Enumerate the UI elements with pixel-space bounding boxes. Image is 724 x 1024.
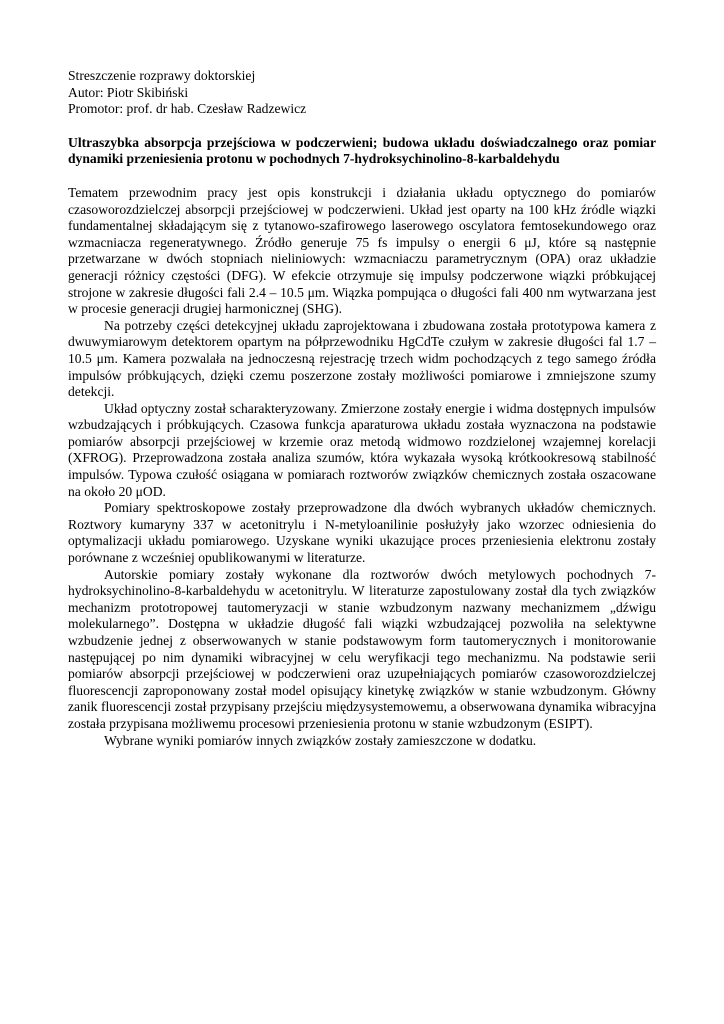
paragraph-detection: Na potrzeby części detekcyjnej układu zaprojektowana i zbudowana została prototypowa kamera z dwuwymiarowym detektorem opartym na półprzewodniku HgCdTe czułym w zakresie długości fal 1.7 – 10.5 μm. Kamera pozwalała na jednoczesną rejestrację trzech widm pochodzących z tego samego źródła impulsów próbkujących, dzięki czemu poszerzone zostały możliwości pomiarowe i zmniejszone szumy detekcji.: [68, 317, 656, 400]
paragraph-characterization: Układ optyczny został scharakteryzowany. Zmierzone zostały energie i widma dostępnych impulsów wzbudzających i próbkujących. Czasowa funkcja aparaturowa układu została wyznaczona na podstawie pomiarów absorpcji przejściowej w krzemie oraz metodą widmowo rozdzielonej wzajemnej korelacji (XFROG). Przeprowadzona została analiza szumów, która wykazała wysoką krótkookresową stabilność impulsów. Typowa czułość osiągana w pomiarach roztworów związków chemicznych została oszacowane na około 20 μOD.: [68, 400, 656, 499]
document-type-line: Streszczenie rozprawy doktorskiej: [68, 68, 256, 83]
paragraph-author-measurements: Autorskie pomiary zostały wykonane dla roztworów dwóch metylowych pochodnych 7-hydroksychinolino-8-karbaldehydu w acetonitrylu. W literaturze zapostulowany został dla tych związków mechanizm prototropowej tautomeryzacji w stanie wzbudzonym nazwany mechanizmem „dźwigu molekularnego”. Dostępna w układzie długość fali wiązki wzbudzającej pozwoliła na selektywne wzbudzenie jednej z obserwowanych w stanie podstawowym form tautomerycznych i monitorowanie następującej po nim dynamiki wibracyjnej w celu weryfikacji tego mechanizmu. Na podstawie serii pomiarów absorpcji przejściowej w podczerwieni oraz uzupełniających pomiarów czasoworozdzielczej fluorescencji zaproponowany został model opisujący kinetykę związków w stanie wzbudzonym. Główny zanik fluorescencji został przypisany przejściu międzysystemowemu, a obserwowana dynamika wibracyjna została przypisana możliwemu procesowi przeniesienia protonu w stanie wzbudzonym (ESIPT).: [68, 566, 656, 731]
document-page: [68, 68, 656, 749]
abstract-body: [68, 185, 656, 749]
paragraph-appendix: Wybrane wyniki pomiarów innych związków zostały zamieszczone w dodatku.: [104, 732, 537, 748]
paragraph-intro: Tematem przewodnim pracy jest opis konstrukcji i działania układu optycznego do pomiarów czasoworozdzielczej absorpcji przejściowej w podczerwieni. Układ jest oparty na 100 kHz źródle wiązki fundamentalnej składającym się z tytanowo-szafirowego laserowego oscylatora femtosekundowego oraz wzmacniacza regeneratywnego. Źródło generuje 75 fs impulsy o energii 6 μJ, które są następnie przetwarzane w dwóch stopniach nieliniowych: wzmacniaczu parametrycznym (OPA) oraz układzie generacji różnicy częstości (DFG). W efekcie otrzymuje się impulsy podczerwone wiązki próbkującej strojone w zakresie długości fali 2.4 – 10.5 μm. Wiązka pompująca o długości fali 400 nm wytwarzana jest w procesie generacji drugiej harmonicznej (SHG).: [68, 184, 656, 317]
promoter-line: Promotor: prof. dr hab. Czesław Radzewicz: [68, 101, 307, 117]
author-line: Autor: Piotr Skibiński: [68, 84, 189, 100]
paragraph-spectroscopy: Pomiary spektroskopowe zostały przeprowadzone dla dwóch wybranych układów chemicznych. Roztwory kumaryny 337 w acetonitrylu i N-metyloanilinie posłużyły jako wzorzec odniesienia do optymalizacji układu pomiarowego. Uzyskane wyniki ukazujące proces przeniesienia elektronu zostały porównane z wcześniej opublikowanymi w literaturze.: [68, 500, 656, 566]
thesis-title: Ultraszybka absorpcja przejściowa w podczerwieni; budowa układu doświadczalnego oraz pomiar dynamiki przeniesienia protonu w pochodnych 7-hydroksychinolino-8-karbaldehydu: [68, 134, 656, 167]
